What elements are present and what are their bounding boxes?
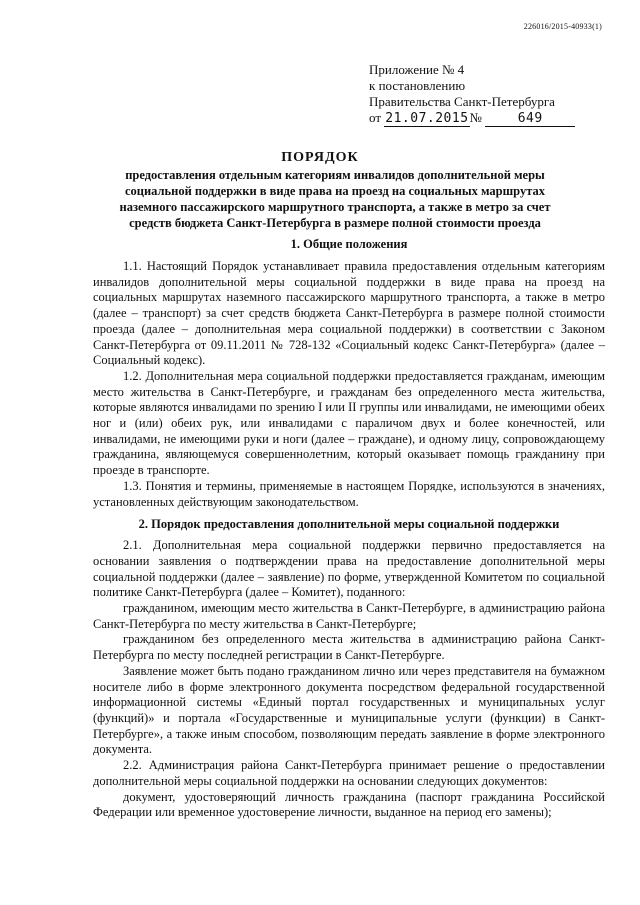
paragraph-2-1-b: гражданином без определенного места жительства в администрацию района Санкт-Петербурга по месту последней регистрации в Санкт-Петербурге. bbox=[93, 632, 605, 663]
appendix-header bbox=[369, 62, 569, 127]
appendix-line-2: к постановлению bbox=[369, 78, 466, 93]
paragraph-1-3: 1.3. Понятия и термины, применяемые в настоящем Порядке, используются в значениях, установленных действующим законодательством. bbox=[93, 478, 605, 509]
resolution-date: 21.07.2015 bbox=[385, 111, 469, 126]
section-2-heading: 2. Порядок предоставления дополнительной меры социальной поддержки bbox=[138, 517, 560, 532]
paragraph-1-2: 1.2. Дополнительная мера социальной поддержки предоставляется гражданам, имеющим место жительства в Санкт-Петербурге, и гражданам без определенного места жительства, которые являются инвалидами по зрению I или II группы или инвалидами, не имеющими обеих ног и (или) обеих рук, или инвалидами с параличом двух и более конечностей, или инвалидами, не имеющими руки и ноги (далее – граждане), и одному лицу, сопровождающему гражданина, являющемуся совершеннолетним, который оказывает помощь гражданину при проезде в транспорте. bbox=[93, 368, 605, 478]
number-sign: № bbox=[469, 110, 482, 125]
document-body bbox=[93, 235, 605, 821]
document-number: 226016/2015-40933(1) bbox=[523, 22, 602, 31]
appendix-date-line bbox=[369, 110, 569, 127]
appendix-line-1: Приложение № 4 bbox=[369, 62, 465, 77]
paragraph-1-1: 1.1. Настоящий Порядок устанавливает правила предоставления отдельным категориям инвалидов дополнительной меры социальной поддержки в виде права на проезд на социальных маршрутах наземного пассажирского маршрутного транспорта, а также в метро (далее – транспорт) за счет средств бюджета Санкт-Петербурга в размере полной стоимости проезда (далее – дополнительная мера социальной поддержки) в соответствии с Законом Санкт-Петербурга от 09.11.2011 № 728-132 «Социальный кодекс Санкт-Петербурга» (далее – Социальный кодекс). bbox=[93, 259, 605, 368]
appendix-line-3: Правительства Санкт-Петербурга bbox=[369, 94, 555, 109]
resolution-number: 649 bbox=[485, 112, 575, 127]
from-prefix: от bbox=[369, 110, 382, 125]
paragraph-2-1-a: гражданином, имеющим место жительства в Санкт-Петербурге, в администрацию района Санкт-Петербурга по месту жительства в Санкт-Петербурге; bbox=[93, 601, 605, 631]
paragraph-2-1: 2.1. Дополнительная мера социальной поддержки первично предоставляется на основании заявления о подтверждении права на предоставление дополнительной меры социальной поддержки (далее – заявление) по форме, утвержденной Комитетом по социальной политике Санкт-Петербурга (далее – Комитет), поданного: bbox=[93, 538, 605, 600]
paragraph-2-2: 2.2. Администрация района Санкт-Петербурга принимает решение о предоставлении дополнительной меры социальной поддержки на основании следующих документов: bbox=[93, 758, 605, 788]
document-subtitle: предоставления отдельным категориям инвалидов дополнительной меры социальной поддержки в виде права на проезд на социальных маршрутах наземного пассажирского маршрутного транспорта, а также в метро за счет средств бюджета Санкт-Петербурга в размере полной стоимости проезда bbox=[119, 168, 551, 230]
paragraph-2-2-a: документ, удостоверяющий личность гражданина (паспорт гражданина Российской Федерации или временное удостоверение личности, выданное на период его замены); bbox=[93, 789, 605, 820]
paragraph-2-1-c: Заявление может быть подано гражданином лично или через представителя на бумажном носителе либо в форме электронного документа посредством федеральной государственной информационной системы «Единый портал государственных и муниципальных услуг (функций)» и портала «Государственные и муниципальные услуги (функции) в Санкт-Петербурге», а также иным способом, позволяющим передать заявление в форме электронного документа. bbox=[93, 663, 605, 757]
document-title: ПОРЯДОК bbox=[281, 150, 359, 165]
section-1-heading: 1. Общие положения bbox=[290, 237, 408, 251]
